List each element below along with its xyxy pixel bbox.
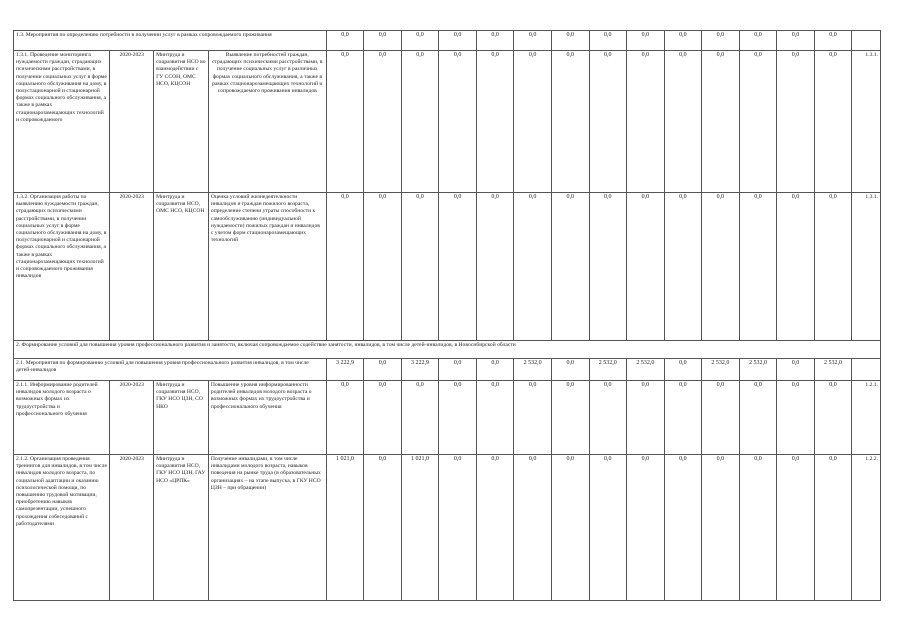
value-cell: 3 222,9 — [401, 359, 439, 381]
value-cell: 0,0 — [777, 193, 815, 341]
value-cell: 0,0 — [814, 381, 852, 455]
executor-cell: Минтруда и соцразвития НСО во взаимодействии с ГУ ССОН, ОМС НСО, КЦСОН — [154, 51, 209, 193]
measure-name: 1.3.2. Организация работы по выявлению нуждаемости граждан, страдающих психическими расстройствами, в получении социальных услуг в форме социального обслуживания на дому, в полустационарной и стационарной формах социального обслуживания, а также в рамках стационарозамещающих технологий и сопровождаемого проживания инвалидов — [14, 193, 110, 341]
value-cell: 0,0 — [814, 193, 852, 341]
executor-cell: Минтруда и соцразвития НСО, ОМС НСО, КЦСОН — [154, 193, 209, 341]
value-cell: 0,0 — [627, 193, 665, 341]
value-cell: 0,0 — [514, 31, 552, 51]
table-row — [14, 31, 881, 51]
value-cell: 0,0 — [551, 51, 589, 193]
value-cell: 0,0 — [364, 359, 402, 381]
value-cell: 2 532,0 — [702, 359, 740, 381]
result-cell: Повышение уровня информированности родителей инвалидов молодого возраста о возможных формах их трудоустройства и профессионального обучения — [208, 381, 326, 455]
value-cell: 0,0 — [514, 455, 552, 601]
value-cell: 0,0 — [814, 31, 852, 51]
period-cell: 2020-2023 — [110, 51, 154, 193]
table-row — [14, 381, 881, 455]
value-cell: 0,0 — [326, 51, 364, 193]
period-cell: 2020-2023 — [110, 193, 154, 341]
result-cell: Выявление потребностей граждан, страдающих психическими расстройствами, в получение социальных услуг в различных формах социального обслуживания, а также в рамках стационарозамещающих технологий и сопровождаемого проживания инвалидов — [208, 51, 326, 193]
table-row — [14, 193, 881, 341]
value-cell: 0,0 — [702, 51, 740, 193]
value-cell: 1 021,0 — [401, 455, 439, 601]
indicator-ref: 1.2.2. — [852, 455, 881, 601]
value-cell: 0,0 — [739, 455, 777, 601]
program-table — [13, 30, 881, 601]
value-cell: 0,0 — [777, 31, 815, 51]
value-cell: 0,0 — [777, 51, 815, 193]
indicator-ref — [852, 359, 881, 381]
value-cell: 0,0 — [777, 381, 815, 455]
value-cell: 0,0 — [364, 455, 402, 601]
value-cell: 0,0 — [664, 51, 702, 193]
value-cell: 0,0 — [664, 455, 702, 601]
value-cell: 0,0 — [514, 51, 552, 193]
measure-name: 1.3.1. Проведение мониторинга нуждаемости граждан, страдающих психическими расстройствами, в получении социальных услуг в форме социального обслуживания на дому, в полустационарной и стационарной формах социального обслуживания, а также в рамках стационарозамещающих технологий и сопровождаемого — [14, 51, 110, 193]
value-cell: 0,0 — [364, 193, 402, 341]
value-cell: 0,0 — [702, 193, 740, 341]
value-cell: 0,0 — [814, 455, 852, 601]
section-heading: 2. Формирование условий для повышения уровня профессионального развития и занятости, включая сопровождаемое содействие занятости, инвалидов, в том числе детей-инвалидов, в Новосибирской области — [14, 341, 881, 359]
value-cell: 0,0 — [627, 31, 665, 51]
value-cell: 1 021,0 — [326, 455, 364, 601]
value-cell: 0,0 — [439, 193, 477, 341]
value-cell: 2 532,0 — [514, 359, 552, 381]
table-row — [14, 341, 881, 359]
value-cell: 0,0 — [439, 31, 477, 51]
value-cell: 0,0 — [551, 359, 589, 381]
value-cell: 0,0 — [814, 51, 852, 193]
value-cell: 0,0 — [326, 31, 364, 51]
value-cell: 0,0 — [739, 51, 777, 193]
value-cell: 0,0 — [589, 51, 627, 193]
value-cell: 0,0 — [551, 31, 589, 51]
value-cell: 2 532,0 — [814, 359, 852, 381]
indicator-ref: 1.2.1. — [852, 381, 881, 455]
value-cell: 0,0 — [326, 193, 364, 341]
indicator-ref — [852, 31, 881, 51]
value-cell: 0,0 — [664, 31, 702, 51]
result-cell: Оценка условий жизнедеятельности инвалидов и граждан пожилого возраста, определение степени утраты способности к самообслуживанию (индивидуальной нуждаемости) пожилых граждан и инвалидов с учетом форм стационарозамещающих технологий — [208, 193, 326, 341]
measure-name: 2.1.1. Информирование родителей инвалидов молодого возраста о возможных формах их трудоустройства и профессионального обучения — [14, 381, 110, 455]
value-cell: 0,0 — [476, 193, 514, 341]
value-cell: 0,0 — [401, 51, 439, 193]
value-cell: 0,0 — [739, 31, 777, 51]
value-cell: 0,0 — [664, 359, 702, 381]
value-cell: 0,0 — [439, 381, 477, 455]
value-cell: 0,0 — [476, 359, 514, 381]
value-cell: 0,0 — [627, 51, 665, 193]
indicator-ref: 1.3.1. — [852, 193, 881, 341]
table-row — [14, 51, 881, 193]
value-cell: 0,0 — [476, 51, 514, 193]
value-cell: 0,0 — [551, 381, 589, 455]
value-cell: 0,0 — [476, 381, 514, 455]
value-cell: 3 222,9 — [326, 359, 364, 381]
value-cell: 0,0 — [551, 193, 589, 341]
value-cell: 0,0 — [364, 381, 402, 455]
value-cell: 0,0 — [439, 359, 477, 381]
value-cell: 0,0 — [589, 455, 627, 601]
value-cell: 0,0 — [777, 455, 815, 601]
value-cell: 0,0 — [739, 193, 777, 341]
value-cell: 2 532,0 — [739, 359, 777, 381]
value-cell: 0,0 — [702, 455, 740, 601]
value-cell: 0,0 — [401, 31, 439, 51]
value-cell: 0,0 — [627, 381, 665, 455]
value-cell: 0,0 — [401, 381, 439, 455]
value-cell: 0,0 — [514, 381, 552, 455]
value-cell: 0,0 — [777, 359, 815, 381]
group-title: 2.1. Мероприятия по формированию условий для повышения уровня профессионального развития инвалидов, в том числе детей-инвалидов — [14, 359, 327, 381]
period-cell: 2020-2023 — [110, 455, 154, 601]
period-cell: 2020-2023 — [110, 381, 154, 455]
value-cell: 0,0 — [364, 31, 402, 51]
value-cell: 0,0 — [401, 193, 439, 341]
executor-cell: Минтруда и соцразвития НСО, ГКУ НСО ЦЗН, ГАУ НСО «ЦРПК» — [154, 455, 209, 601]
result-cell: Получение инвалидами, в том числе инвалидами молодого возраста, навыков поведения на рынке труда (в образовательных организациях – на этапе выпуска, в ГКУ НСО ЦЗН – при обращении) — [208, 455, 326, 601]
value-cell: 0,0 — [589, 381, 627, 455]
value-cell: 0,0 — [439, 455, 477, 601]
value-cell: 0,0 — [439, 51, 477, 193]
value-cell: 0,0 — [476, 31, 514, 51]
value-cell: 0,0 — [664, 193, 702, 341]
value-cell: 0,0 — [514, 193, 552, 341]
value-cell: 2 532,0 — [589, 359, 627, 381]
value-cell: 0,0 — [551, 455, 589, 601]
value-cell: 0,0 — [627, 455, 665, 601]
value-cell: 0,0 — [702, 31, 740, 51]
value-cell: 0,0 — [702, 381, 740, 455]
table-row — [14, 359, 881, 381]
value-cell: 2 532,0 — [627, 359, 665, 381]
value-cell: 0,0 — [326, 381, 364, 455]
value-cell: 0,0 — [589, 31, 627, 51]
value-cell: 0,0 — [664, 381, 702, 455]
executor-cell: Минтруда и соцразвития НСО, ГКУ НСО ЦЗН, СО НКО — [154, 381, 209, 455]
indicator-ref: 1.3.1. — [852, 51, 881, 193]
value-cell: 0,0 — [364, 51, 402, 193]
value-cell: 0,0 — [739, 381, 777, 455]
measure-name: 2.1.2. Организация проведения тренингов для инвалидов, в том числе инвалидов молодого возраста, по социальной адаптации и оказанию психологической помощи, по повышению трудовой мотивации, приобретению навыков самопрезентации, успешного прохождения собеседований с работодателями — [14, 455, 110, 601]
value-cell: 0,0 — [589, 193, 627, 341]
table-row — [14, 455, 881, 601]
value-cell: 0,0 — [476, 455, 514, 601]
group-title: 1.3. Мероприятия по определению потребности в получении услуг в рамках сопровождаемого проживания — [14, 31, 327, 51]
